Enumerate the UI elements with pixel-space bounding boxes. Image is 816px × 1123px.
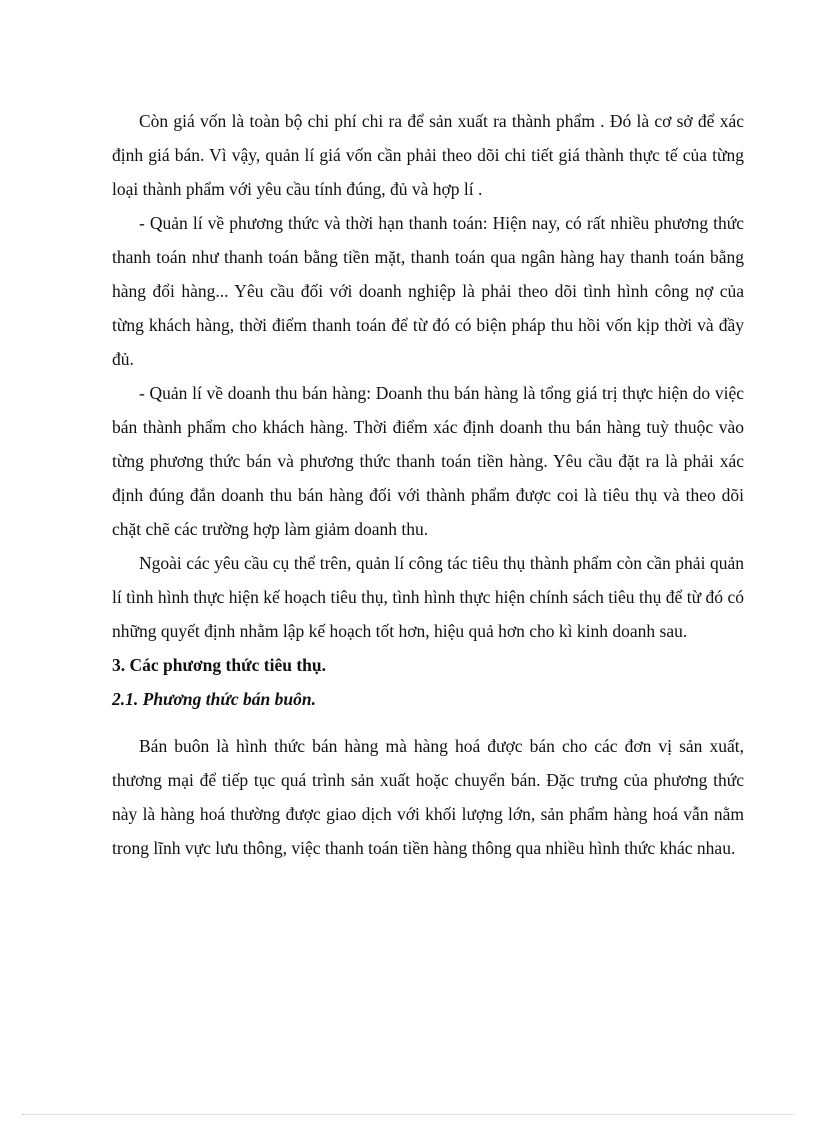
paragraph-cost-of-goods: Còn giá vốn là toàn bộ chi phí chi ra để sản xuất ra thành phẩm . Đó là cơ sở để xác định giá bán. Vì vậy, quản lí giá vốn cần phải theo dõi chi tiết giá thành thực tế của từng loại thành phẩm với yêu cầu tính đúng, đủ và hợp lí . — [112, 111, 744, 199]
paragraph-revenue-management: - Quản lí về doanh thu bán hàng: Doanh thu bán hàng là tổng giá trị thực hiện do việc bán thành phẩm cho khách hàng. Thời điểm xác định doanh thu bán hàng tuỳ thuộc vào từng phương thức bán và phương thức thanh toán tiền hàng. Yêu cầu đặt ra là phải xác định đúng đắn doanh thu bán hàng đối với thành phẩm được coi là tiêu thụ và theo dõi chặt chẽ các trường hợp làm giảm doanh thu. — [112, 383, 744, 539]
paragraph-wholesale: Bán buôn là hình thức bán hàng mà hàng hoá được bán cho các đơn vị sản xuất, thương mại để tiếp tục quá trình sản xuất hoặc chuyển bán. Đặc trưng của phương thức này là hàng hoá thường được giao dịch với khối lượng lớn, sản phẩm hàng hoá vẫn nằm trong lĩnh vực lưu thông, việc thanh toán tiền hàng thông qua nhiều hình thức khác nhau. — [112, 736, 744, 858]
paragraph-payment-management: - Quản lí về phương thức và thời hạn thanh toán: Hiện nay, có rất nhiều phương thức thanh toán như thanh toán bằng tiền mặt, thanh toán qua ngân hàng hay thanh toán bằng hàng đổi hàng... Yêu cầu đối với doanh nghiệp là phải theo dõi tình hình công nợ của từng khách hàng, thời điểm thanh toán để từ đó có biện pháp thu hồi vốn kịp thời và đầy đủ. — [112, 213, 744, 369]
page-bottom-rule — [22, 1114, 794, 1115]
section-heading: 3. Các phương thức tiêu thụ. — [112, 655, 326, 675]
document-page — [112, 104, 744, 865]
subsection-heading: 2.1. Phương thức bán buôn. — [112, 689, 316, 709]
paragraph-sales-requirements: Ngoài các yêu cầu cụ thể trên, quản lí công tác tiêu thụ thành phẩm còn cần phải quản lí tình hình thực hiện kế hoạch tiêu thụ, tình hình thực hiện chính sách tiêu thụ để từ đó có những quyết định nhằm lập kế hoạch tốt hơn, hiệu quả hơn cho kì kinh doanh sau. — [112, 553, 744, 641]
